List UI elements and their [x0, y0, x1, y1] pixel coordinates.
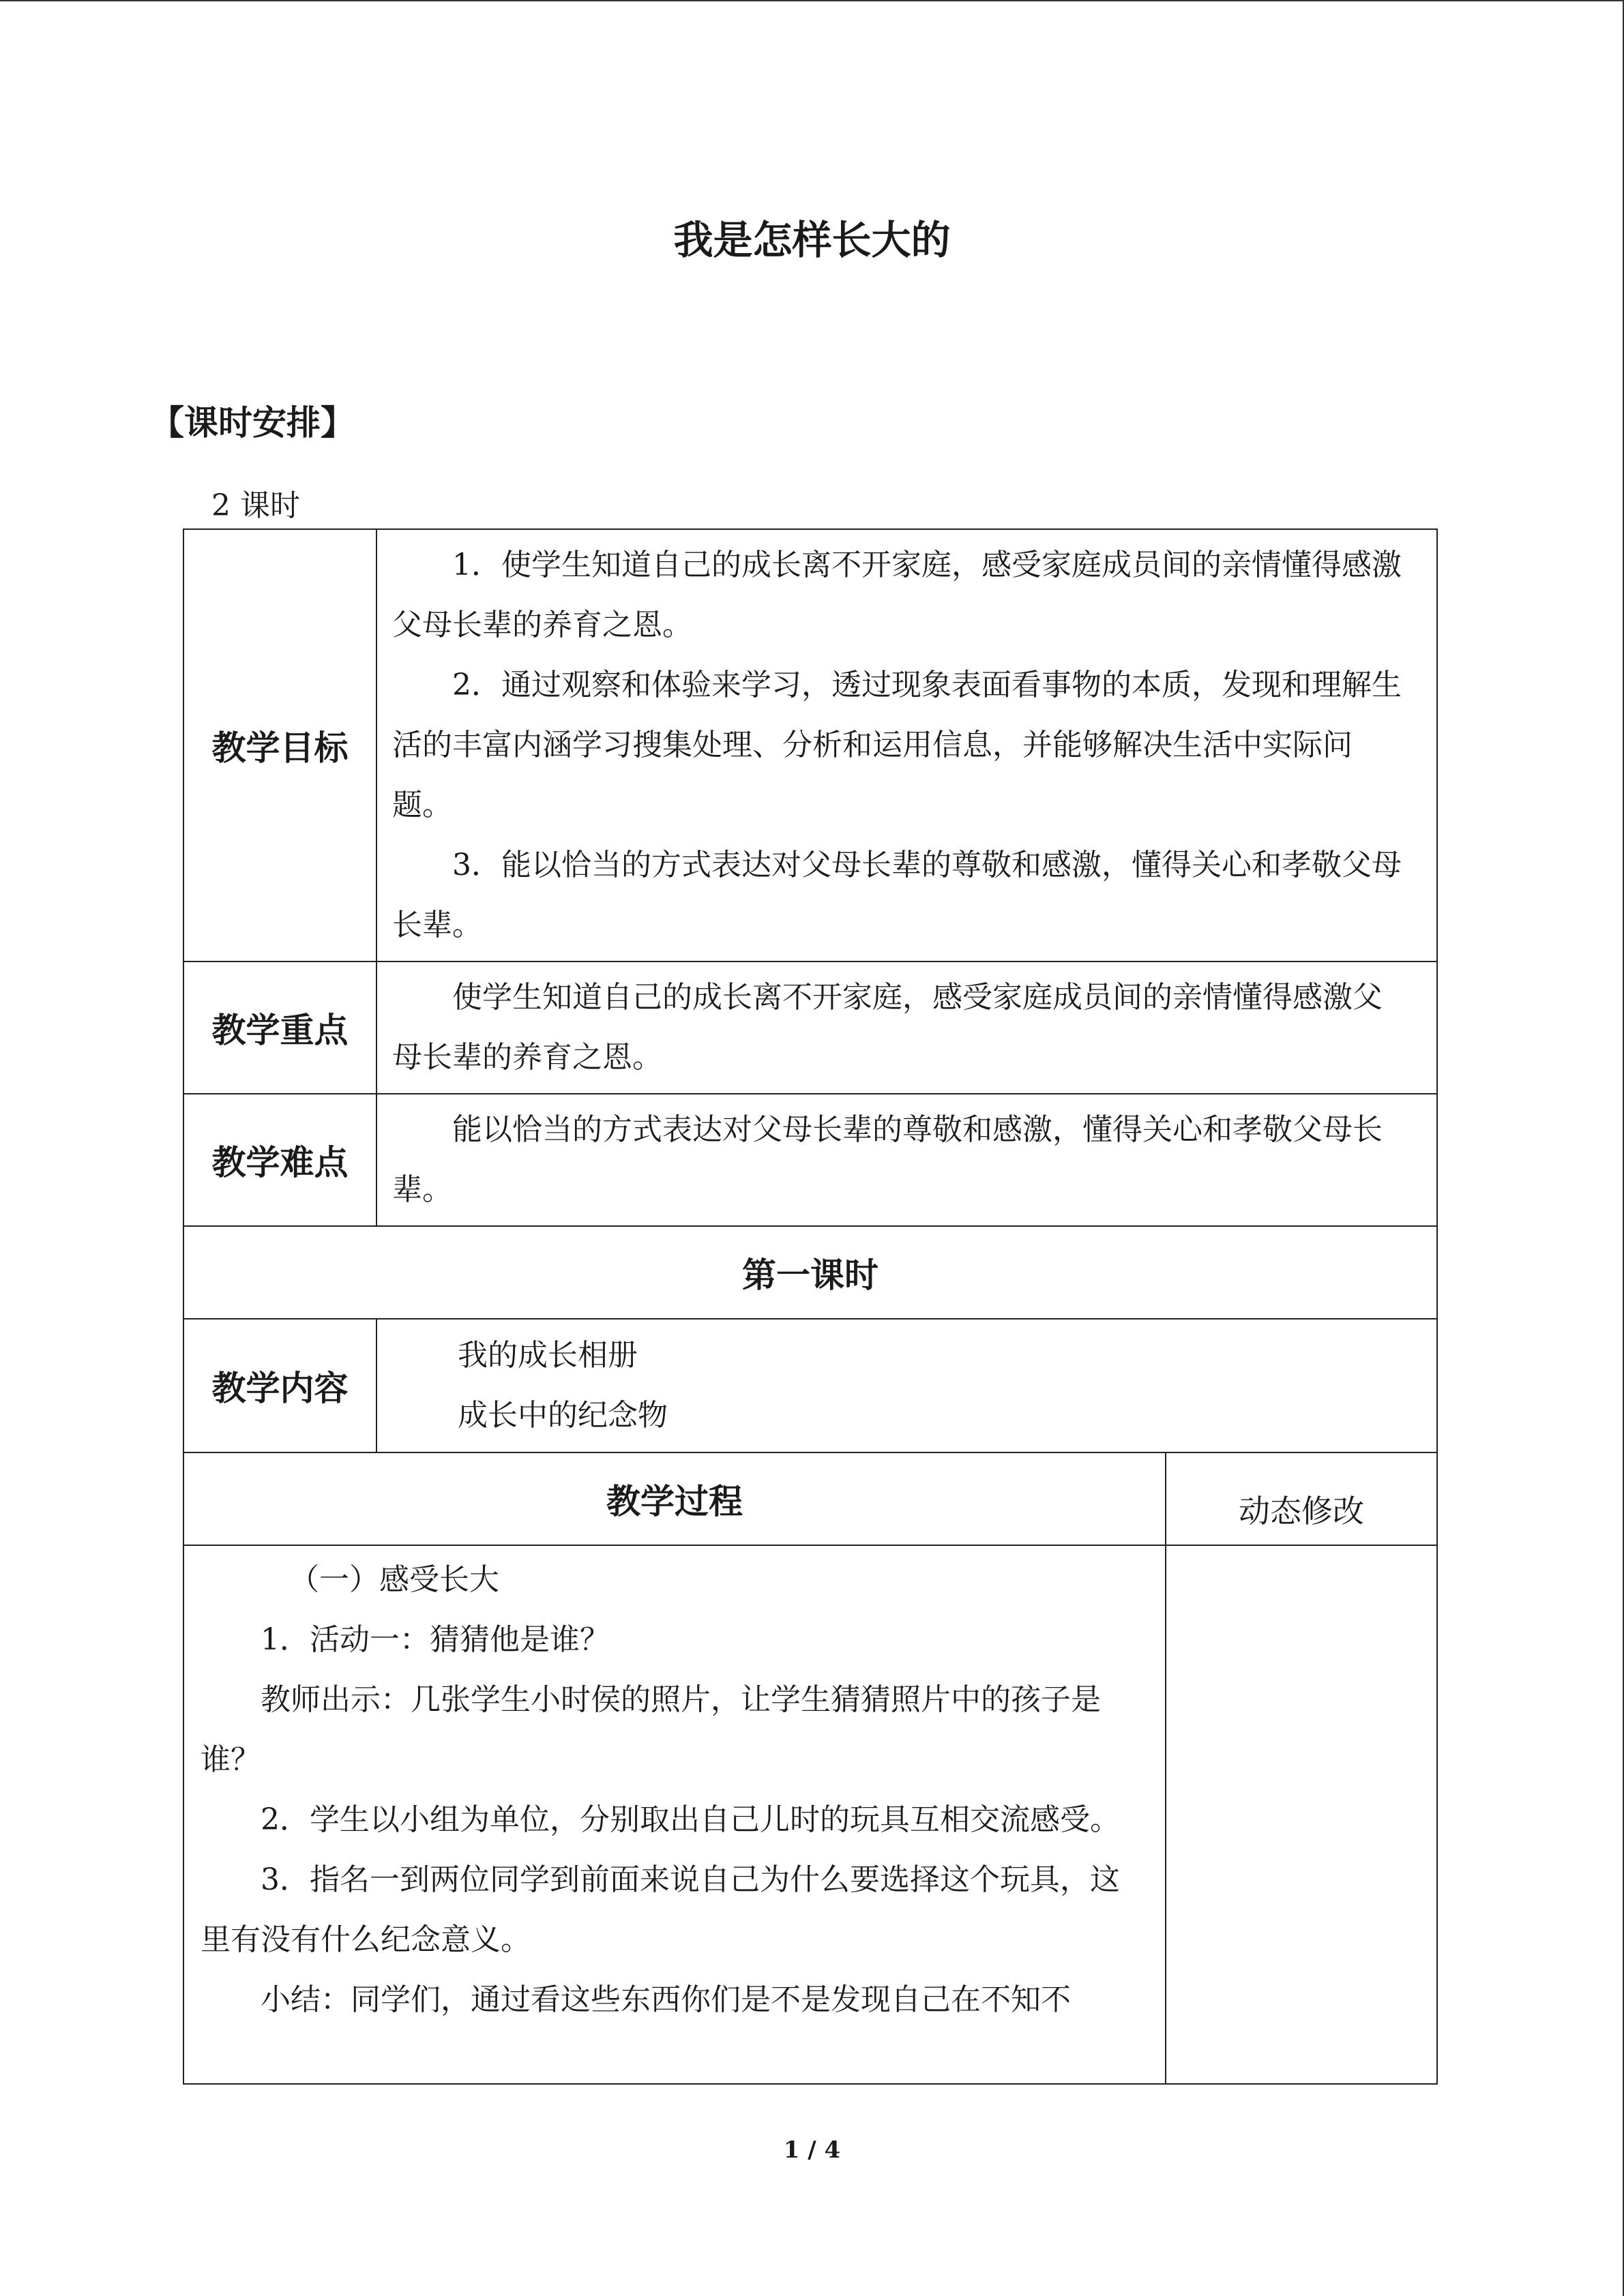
dynamic-edit-cell [1166, 1545, 1437, 2084]
difficulties-label: 教学难点 [183, 1094, 377, 1226]
process-paragraph: 2．学生以小组为单位，分别取出自己儿时的玩具互相交流感受。 [261, 1802, 1120, 1837]
objectives-content [377, 529, 1437, 961]
process-paragraph: 小结：同学们，通过看这些东西你们是不是发现自己在不知不 [261, 1982, 1071, 2017]
dynamic-edit-label: 动态修改 [1166, 1452, 1437, 1545]
lesson-plan-table [183, 528, 1438, 2085]
page-number: 1 / 4 [783, 2136, 841, 2164]
key-points-content [377, 961, 1437, 1094]
process-content [183, 1545, 1166, 2084]
process-paragraph: 1．活动一：猜猜他是谁？ [261, 1622, 610, 1657]
period-count: 2 课时 [211, 488, 300, 523]
document-title: 我是怎样长大的 [673, 217, 951, 263]
process-row [183, 1545, 1437, 2084]
content-list [377, 1319, 1437, 1452]
content-item: 成长中的纪念物 [458, 1398, 668, 1433]
objectives-label: 教学目标 [183, 529, 377, 961]
section-heading: 【课时安排】 [150, 403, 355, 443]
difficulties-content [377, 1094, 1437, 1226]
key-points-text: 使学生知道自己的成长离不开家庭，感受家庭成员间的亲情懂得感激父母长辈的养育之恩。 [392, 980, 1383, 1075]
objectives-row [183, 529, 1437, 961]
key-points-label: 教学重点 [183, 961, 377, 1094]
difficulties-row [183, 1094, 1437, 1226]
objective-item: 2．通过观察和体验来学习，透过现象表面看事物的本质，发现和理解生活的丰富内涵学习搜集处理、分析和运用信息，并能够解决生活中实际问题。 [392, 668, 1402, 822]
process-paragraph: 3．指名一到两位同学到前面来说自己为什么要选择这个玩具，这里有没有什么纪念意义。 [201, 1862, 1120, 1957]
objective-item: 3．能以恰当的方式表达对父母长辈的尊敬和感激，懂得关心和孝敬父母长辈。 [392, 848, 1402, 942]
process-heading: （一）感受长大 [289, 1562, 499, 1597]
process-header-row [183, 1452, 1437, 1545]
process-paragraph: 教师出示：几张学生小时侯的照片，让学生猜猜照片中的孩子是谁？ [201, 1682, 1101, 1777]
process-header-label: 教学过程 [183, 1452, 1166, 1545]
lesson-one-row [183, 1226, 1437, 1319]
lesson-one-title: 第一课时 [183, 1226, 1437, 1319]
key-points-row [183, 961, 1437, 1094]
content-label: 教学内容 [183, 1319, 377, 1452]
content-item: 我的成长相册 [458, 1338, 638, 1373]
content-row [183, 1319, 1437, 1452]
objective-item: 1．使学生知道自己的成长离不开家庭，感受家庭成员间的亲情懂得感激父母长辈的养育之恩。 [392, 548, 1402, 642]
difficulties-text: 能以恰当的方式表达对父母长辈的尊敬和感激，懂得关心和孝敬父母长辈。 [392, 1112, 1383, 1207]
